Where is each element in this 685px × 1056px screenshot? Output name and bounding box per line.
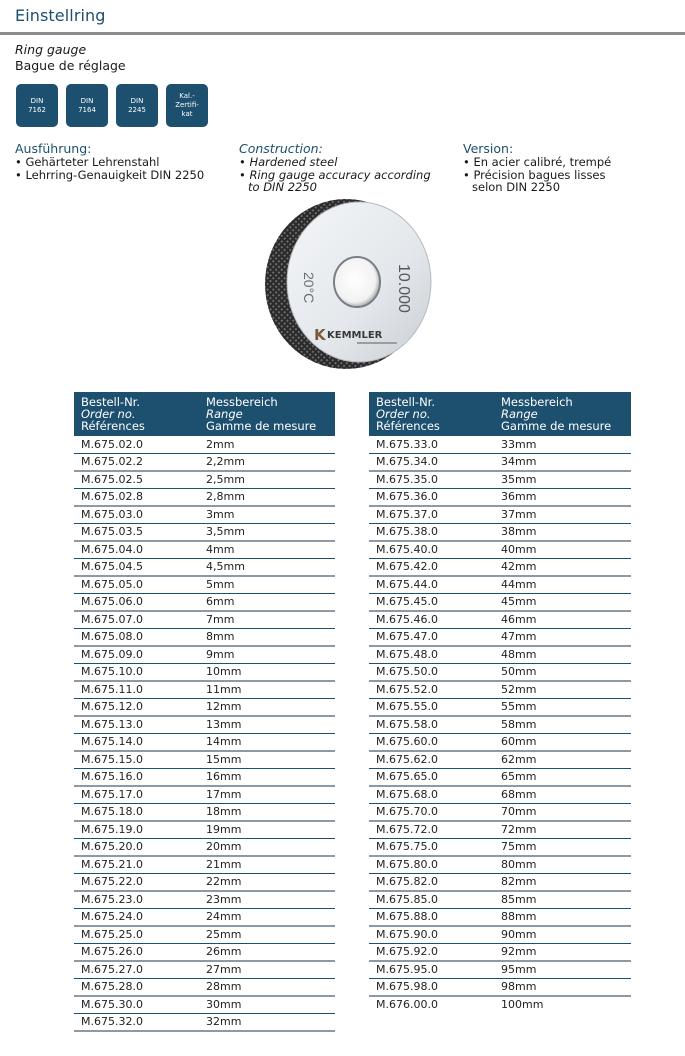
table-row [74, 961, 335, 979]
order-number-cell: M.675.21.0 [74, 856, 199, 874]
order-number-cell: M.675.08.0 [74, 629, 199, 647]
table-row [369, 891, 631, 909]
table-row [369, 961, 631, 979]
range-cell: 82mm [494, 874, 631, 892]
order-number-cell: M.675.82.0 [369, 874, 494, 892]
range-cell: 19mm [199, 821, 335, 839]
table-row [74, 716, 335, 734]
brand-mark: K [314, 326, 326, 344]
table-row [74, 979, 335, 997]
table-row [74, 769, 335, 787]
table-row [369, 821, 631, 839]
range-cell: 11mm [199, 681, 335, 699]
table-row [369, 699, 631, 717]
range-cell: 2,5mm [199, 471, 335, 489]
order-number-cell: M.675.88.0 [369, 909, 494, 927]
table-row [74, 734, 335, 752]
order-number-cell: M.675.70.0 [369, 804, 494, 822]
table-header-row [74, 392, 335, 436]
ring-size-text: 10.000 [395, 264, 412, 313]
table-row [369, 629, 631, 647]
order-number-cell: M.675.85.0 [369, 891, 494, 909]
range-cell: 25mm [199, 926, 335, 944]
range-cell: 98mm [494, 979, 631, 997]
order-number-cell: M.675.35.0 [369, 471, 494, 489]
order-number-cell: M.675.24.0 [74, 909, 199, 927]
range-cell: 4mm [199, 541, 335, 559]
range-cell: 52mm [494, 681, 631, 699]
table-row [74, 629, 335, 647]
header-label-fr: Références [81, 419, 145, 433]
range-cell: 3,5mm [199, 524, 335, 542]
table-row [74, 839, 335, 857]
range-cell: 8mm [199, 629, 335, 647]
title-divider [0, 32, 685, 35]
badge-din-2245 [116, 84, 158, 127]
order-table-right [369, 392, 631, 1014]
order-number-cell: M.675.16.0 [74, 769, 199, 787]
range-cell: 21mm [199, 856, 335, 874]
description-item: • En acier calibré, trempé [463, 155, 612, 169]
table-row [74, 436, 335, 454]
badge-din-7162 [16, 84, 58, 127]
description-item: • Gehärteter Lehrenstahl [15, 155, 160, 169]
table-row [74, 944, 335, 962]
range-cell: 47mm [494, 629, 631, 647]
description-french [463, 142, 622, 194]
table-row [369, 909, 631, 927]
header-order-number [74, 392, 199, 436]
table-row [369, 751, 631, 769]
table-row [74, 559, 335, 577]
order-number-cell: M.675.26.0 [74, 944, 199, 962]
range-cell: 10mm [199, 664, 335, 682]
order-number-cell: M.675.02.8 [74, 489, 199, 507]
order-number-cell: M.675.68.0 [369, 786, 494, 804]
table-row [369, 611, 631, 629]
order-number-cell: M.675.06.0 [74, 594, 199, 612]
table-row [369, 926, 631, 944]
order-number-cell: M.675.03.5 [74, 524, 199, 542]
range-cell: 80mm [494, 856, 631, 874]
table-row [369, 664, 631, 682]
badge-line: Kal.- [179, 92, 195, 100]
order-number-cell: M.675.47.0 [369, 629, 494, 647]
range-cell: 42mm [494, 559, 631, 577]
ring-bore [334, 257, 380, 307]
table-row [74, 576, 335, 594]
range-cell: 62mm [494, 751, 631, 769]
order-number-cell: M.675.03.0 [74, 506, 199, 524]
order-number-cell: M.675.50.0 [369, 664, 494, 682]
table-row [369, 454, 631, 472]
description-heading: Version: [463, 141, 514, 156]
order-number-cell: M.675.33.0 [369, 436, 494, 454]
range-cell: 37mm [494, 506, 631, 524]
range-cell: 27mm [199, 961, 335, 979]
order-table-left-body [74, 436, 335, 1031]
table-row [74, 681, 335, 699]
table-row [369, 489, 631, 507]
order-number-cell: M.675.65.0 [369, 769, 494, 787]
range-cell: 15mm [199, 751, 335, 769]
order-number-cell: M.675.14.0 [74, 734, 199, 752]
badge-line: kat [181, 110, 193, 118]
range-cell: 75mm [494, 839, 631, 857]
order-number-cell: M.675.90.0 [369, 926, 494, 944]
range-cell: 48mm [494, 646, 631, 664]
order-number-cell: M.675.92.0 [369, 944, 494, 962]
range-cell: 58mm [494, 716, 631, 734]
order-number-cell: M.675.10.0 [74, 664, 199, 682]
badge-line: Zertifi- [175, 101, 199, 109]
header-label-de: Bestell-Nr. [376, 395, 436, 409]
range-cell: 32mm [199, 1014, 335, 1032]
description-item: • Ring gauge accuracy according to DIN 2250 [239, 167, 431, 194]
order-number-cell: M.675.72.0 [369, 821, 494, 839]
table-row [74, 664, 335, 682]
subtitle-french: Bague de réglage [15, 58, 126, 73]
table-row [369, 681, 631, 699]
order-number-cell: M.675.38.0 [369, 524, 494, 542]
badge-line: 7164 [78, 105, 96, 114]
order-table-left [74, 392, 335, 1032]
header-range [494, 392, 631, 436]
page-title: Einstellring [15, 6, 106, 25]
range-cell: 88mm [494, 909, 631, 927]
range-cell: 5mm [199, 576, 335, 594]
order-number-cell: M.675.27.0 [74, 961, 199, 979]
table-row [74, 506, 335, 524]
range-cell: 18mm [199, 804, 335, 822]
order-number-cell: M.675.95.0 [369, 961, 494, 979]
order-number-cell: M.676.00.0 [376, 998, 438, 1012]
range-cell: 95mm [494, 961, 631, 979]
order-number-cell: M.675.37.0 [369, 506, 494, 524]
table-row [369, 594, 631, 612]
order-number-cell: M.675.19.0 [74, 821, 199, 839]
range-cell: 60mm [494, 734, 631, 752]
header-label-fr: Gamme de mesure [501, 419, 612, 433]
range-cell: 30mm [199, 996, 335, 1014]
range-cell: 6mm [199, 594, 335, 612]
order-number-cell: M.675.48.0 [369, 646, 494, 664]
range-cell: 34mm [494, 454, 631, 472]
range-cell: 40mm [494, 541, 631, 559]
range-cell: 28mm [199, 979, 335, 997]
table-row [74, 489, 335, 507]
header-label-fr: Références [376, 419, 440, 433]
description-heading: Construction: [239, 141, 323, 156]
table-row [74, 699, 335, 717]
header-label-de: Messbereich [501, 395, 573, 409]
table-row [74, 1014, 335, 1032]
order-number-cell: M.675.52.0 [369, 681, 494, 699]
badge-line: DIN [130, 96, 144, 105]
table-row [369, 646, 631, 664]
range-cell: 90mm [494, 926, 631, 944]
order-number-cell: M.675.04.0 [74, 541, 199, 559]
order-number-cell: M.675.34.0 [369, 454, 494, 472]
range-cell: 14mm [199, 734, 335, 752]
header-label-en: Order no. [376, 407, 431, 421]
table-row [74, 996, 335, 1014]
order-number-cell: M.675.12.0 [74, 699, 199, 717]
description-item: • Précision bagues lisses selon DIN 2250 [463, 167, 606, 194]
badge-line: DIN [30, 96, 44, 105]
range-cell: 35mm [494, 471, 631, 489]
table-row [369, 576, 631, 594]
order-number-cell: M.675.28.0 [74, 979, 199, 997]
table-row [369, 734, 631, 752]
range-cell: 70mm [494, 804, 631, 822]
table-row [74, 611, 335, 629]
order-number-cell: M.675.32.0 [74, 1014, 199, 1032]
range-cell: 16mm [199, 769, 335, 787]
order-number-cell: M.675.80.0 [369, 856, 494, 874]
range-cell: 24mm [199, 909, 335, 927]
order-number-cell: M.675.58.0 [369, 716, 494, 734]
table-row [369, 839, 631, 857]
header-label-en: Order no. [81, 407, 136, 421]
range-cell: 4,5mm [199, 559, 335, 577]
table-row [369, 559, 631, 577]
header-order-number [369, 392, 494, 436]
brand-tagline-mark [357, 342, 397, 344]
header-label-de: Messbereich [206, 395, 278, 409]
range-cell: 50mm [494, 664, 631, 682]
range-cell: 26mm [199, 944, 335, 962]
range-cell: 72mm [494, 821, 631, 839]
range-cell: 65mm [494, 769, 631, 787]
range-cell: 68mm [494, 786, 631, 804]
range-cell: 9mm [199, 646, 335, 664]
order-number-cell: M.675.15.0 [74, 751, 199, 769]
table-row [369, 471, 631, 489]
range-cell: 2mm [199, 436, 335, 454]
table-header-row [369, 392, 631, 436]
table-row [369, 524, 631, 542]
range-cell: 13mm [199, 716, 335, 734]
order-number-cell: M.675.98.0 [369, 979, 494, 997]
table-row [74, 541, 335, 559]
table-row [369, 804, 631, 822]
range-cell: 22mm [199, 874, 335, 892]
ring-temperature-text: 20°C [301, 272, 317, 304]
header-label-fr: Gamme de mesure [206, 419, 317, 433]
table-row [369, 856, 631, 874]
table-row [74, 524, 335, 542]
range-cell: 33mm [494, 436, 631, 454]
table-row [74, 454, 335, 472]
badge-line: DIN [80, 96, 94, 105]
order-number-cell: M.675.36.0 [369, 489, 494, 507]
table-row [369, 996, 631, 1014]
range-cell: 3mm [199, 506, 335, 524]
order-number-cell: M.675.45.0 [369, 594, 494, 612]
order-number-cell: M.675.05.0 [74, 576, 199, 594]
range-cell: 2,2mm [199, 454, 335, 472]
table-row [369, 436, 631, 454]
brand-logo: KEMMLER [327, 330, 383, 341]
order-number-cell: M.675.25.0 [74, 926, 199, 944]
order-number-cell: M.675.75.0 [369, 839, 494, 857]
table-row [369, 979, 631, 997]
table-row [74, 751, 335, 769]
range-cell: 38mm [494, 524, 631, 542]
order-number-cell: M.675.42.0 [369, 559, 494, 577]
description-item: • Lehrring-Genauigkeit DIN 2250 [15, 167, 205, 182]
table-row [74, 891, 335, 909]
description-item: • Hardened steel [239, 155, 338, 169]
order-number-cell: M.675.02.5 [74, 471, 199, 489]
order-number-cell: M.675.09.0 [74, 646, 199, 664]
range-cell: 17mm [199, 786, 335, 804]
order-number-cell: M.675.02.2 [74, 454, 199, 472]
order-number-cell: M.675.40.0 [369, 541, 494, 559]
order-number-cell: M.675.02.0 [74, 436, 199, 454]
table-row [74, 646, 335, 664]
order-number-cell: M.675.20.0 [74, 839, 199, 857]
table-row [74, 926, 335, 944]
header-label-en: Range [501, 407, 538, 421]
badge-line: 2245 [128, 105, 146, 114]
order-number-cell: M.675.18.0 [74, 804, 199, 822]
table-row [74, 804, 335, 822]
description-heading: Ausführung: [15, 141, 92, 156]
range-cell: 23mm [199, 891, 335, 909]
header-label-de: Bestell-Nr. [81, 395, 141, 409]
table-row [74, 786, 335, 804]
table-row [74, 874, 335, 892]
standards-badges [16, 84, 208, 127]
description-german [15, 142, 204, 181]
range-cell: 7mm [199, 611, 335, 629]
subtitle-english: Ring gauge [15, 42, 87, 57]
table-row [369, 769, 631, 787]
description-english [239, 142, 433, 194]
order-number-cell: M.675.13.0 [74, 716, 199, 734]
order-number-cell: M.675.11.0 [74, 681, 199, 699]
range-cell: 20mm [199, 839, 335, 857]
order-number-cell: M.675.07.0 [74, 611, 199, 629]
range-cell: 12mm [199, 699, 335, 717]
order-number-cell: M.675.04.5 [74, 559, 199, 577]
table-row [369, 874, 631, 892]
table-row [74, 821, 335, 839]
range-cell: 55mm [494, 699, 631, 717]
order-number-cell: M.675.62.0 [369, 751, 494, 769]
range-cell: 44mm [494, 576, 631, 594]
order-number-cell: M.675.46.0 [369, 611, 494, 629]
table-row [369, 716, 631, 734]
table-row [74, 909, 335, 927]
order-number-cell: M.675.30.0 [74, 996, 199, 1014]
range-cell: 2,8mm [199, 489, 335, 507]
order-number-cell: M.675.60.0 [369, 734, 494, 752]
table-row [74, 856, 335, 874]
ring-gauge-image [262, 192, 440, 372]
range-cell: 92mm [494, 944, 631, 962]
table-row [369, 944, 631, 962]
order-number-cell: M.675.55.0 [369, 699, 494, 717]
order-number-cell: M.675.23.0 [74, 891, 199, 909]
badge-line: 7162 [28, 105, 46, 114]
table-row [369, 786, 631, 804]
range-cell: 45mm [494, 594, 631, 612]
badge-din-7164 [66, 84, 108, 127]
range-cell: 100mm [501, 998, 544, 1012]
badge-calibration-certificate [166, 84, 208, 127]
order-number-cell: M.675.22.0 [74, 874, 199, 892]
order-number-cell: M.675.17.0 [74, 786, 199, 804]
range-cell: 85mm [494, 891, 631, 909]
header-label-en: Range [206, 407, 243, 421]
table-row [369, 541, 631, 559]
range-cell: 36mm [494, 489, 631, 507]
header-range [199, 392, 335, 436]
table-row [74, 594, 335, 612]
order-number-cell: M.675.44.0 [369, 576, 494, 594]
range-cell: 46mm [494, 611, 631, 629]
order-table-right-body [369, 436, 631, 1014]
table-row [74, 471, 335, 489]
table-row [369, 506, 631, 524]
